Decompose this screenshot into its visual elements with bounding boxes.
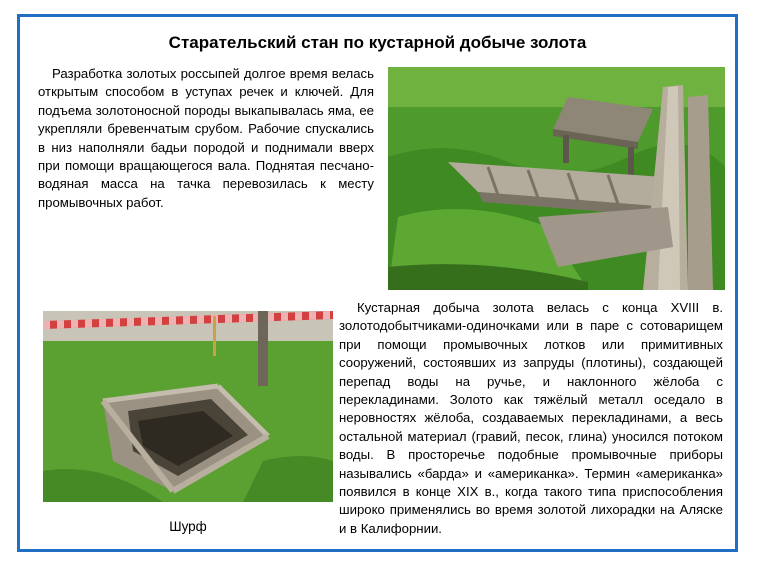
slide-frame bbox=[17, 14, 738, 552]
slide-title: Старательский стан по кустарной добыче золота bbox=[168, 33, 587, 52]
paragraph-intro: Разработка золотых россыпей долгое время велась открытым способом в уступах речек и ключей. Для подъема золотоносной породы выкапывалась яма, ее укрепляли бревенчатым срубом. Рабочие спускались в низ наполняли бадьи породой и поднимали вверх при помощи вращающегося вала. Поднятая песчано-водяная масса на тачка перевозилась к месту промывочных работ. bbox=[38, 66, 374, 210]
photo-shurf-pit bbox=[43, 311, 333, 502]
paragraph-sluice: Кустарная добыча золота велась с конца XVIII в. золотодобытчиками-одиночками или в паре с сотоварищем при помощи промывочных лотков или примитивных сооружений, состоявших из запруды (плотины), создающей перепад воды на ручье, и наклонного жёлоба с перекладинами. Золото как тяжёлый металл оседало в неровностях жёлоба, создаваемых перекладинами, а весь остальной материал (гравий, песок, глина) уносился потоком воды. В просторечье подобные промывочные приборы назывались «барда» и «американка». Термин «американка» появился в конце XIX в., когда такого типа приспособления широко применялись во время золотой лихорадки на Аляске и в Калифорнии. bbox=[339, 300, 723, 536]
photo-sluice bbox=[388, 67, 725, 290]
photo-caption: Шурф bbox=[169, 519, 207, 534]
